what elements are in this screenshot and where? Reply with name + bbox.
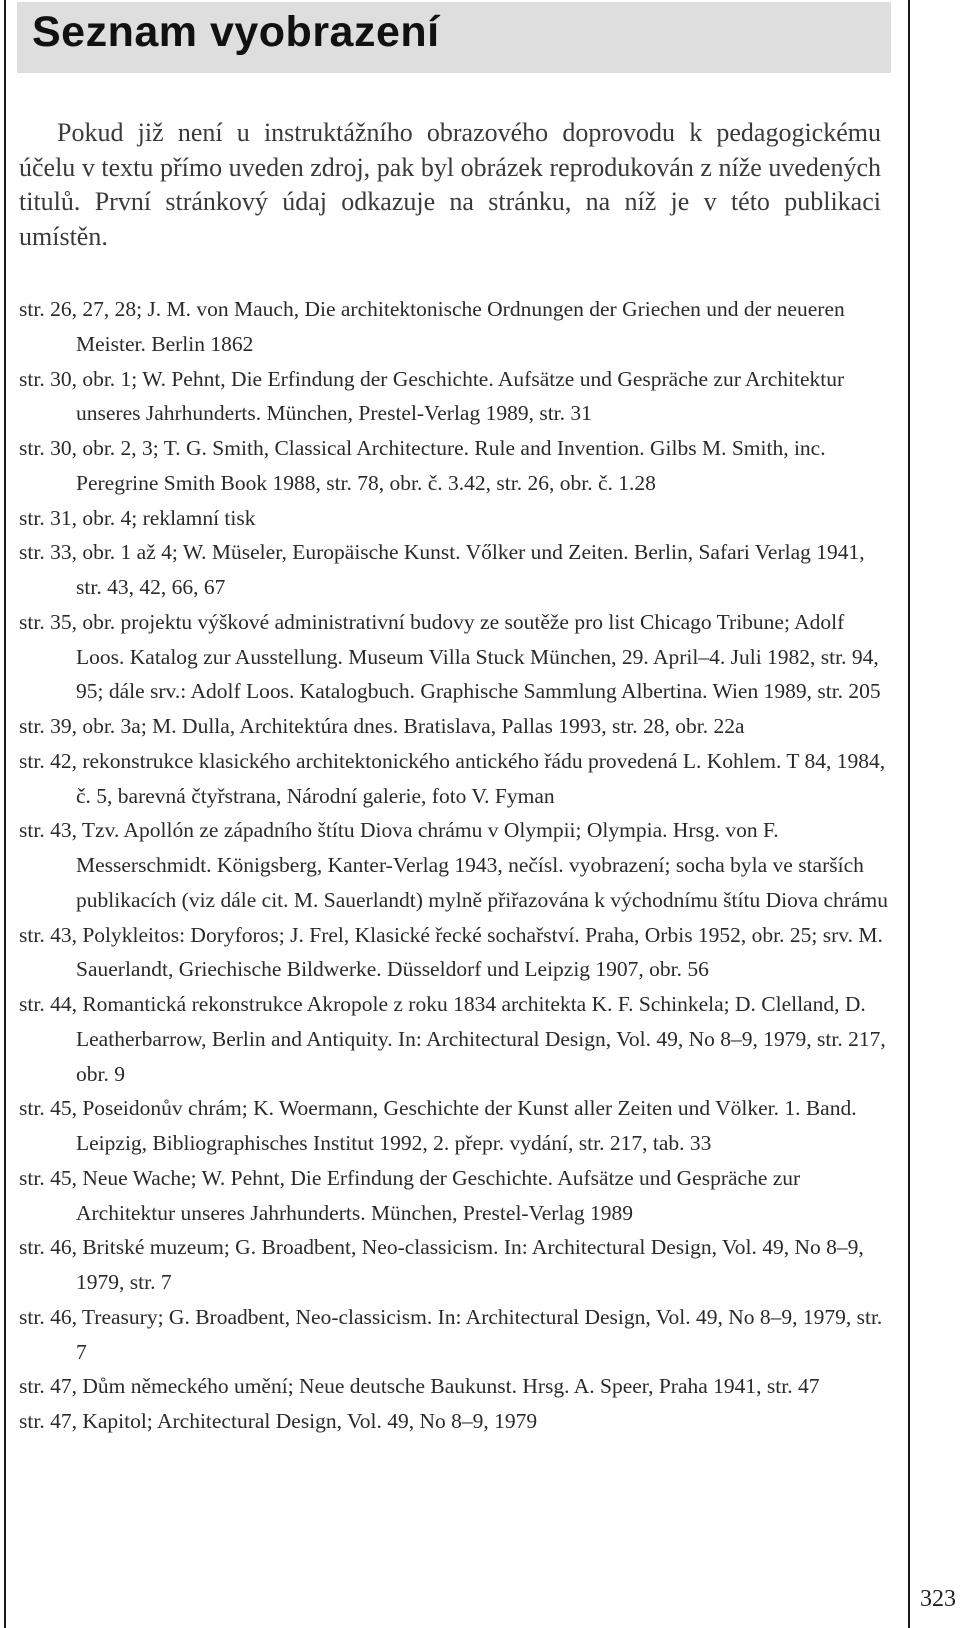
list-item: str. 39, obr. 3a; M. Dulla, Architektúra dnes. Bratislava, Pallas 1993, str. 28, obr. 22a: [19, 714, 745, 738]
left-page-rule: [4, 0, 6, 1628]
list-item: str. 47, Dům německého umění; Neue deutsche Baukunst. Hrsg. A. Speer, Praha 1941, str. 47: [19, 1374, 820, 1399]
page-number: 323: [920, 1586, 956, 1612]
list-item: str. 47, Kapitol; Architectural Design, Vol. 49, No 8–9, 1979: [19, 1409, 538, 1433]
intro-paragraph: Pokud již není u instruktážního obrazového doprovodu k pedagogickému účelu v textu přímo uveden zdroj, pak byl obrázek reprodukován z níže uvedených titulů. První stránkový údaj odkazuje na stránku, na níž je v této publikaci umístěn.: [19, 118, 881, 251]
list-item: str. 42, rekonstrukce klasického architektonického antického řádu provedená L. Kohlem. T 84, 1984, č. 5, barevná čtyřstrana, Národní galerie, foto V. Fyman: [19, 748, 886, 808]
list-item: str. 45, Poseidonův chrám; K. Woermann, Geschichte der Kunst aller Zeiten und Völker. 1. Band. Leipzig, Bibliographisches Institut 1992, 2. přepr. vydání, str. 217, tab. 33: [19, 1096, 857, 1155]
list-item: str. 30, obr. 2, 3; T. G. Smith, Classical Architecture. Rule and Invention. Gilbs M. Smith, inc. Peregrine Smith Book 1988, str. 78, obr. č. 3.42, str. 26, obr. č. 1.28: [19, 436, 826, 495]
right-margin-rule: [908, 0, 910, 1628]
list-item: str. 30, obr. 1; W. Pehnt, Die Erfindung der Geschichte. Aufsätze und Gespräche zur Architektur unseres Jahrhunderts. München, Prestel-Verlag 1989, str. 31: [19, 366, 845, 426]
list-item: str. 35, obr. projektu výškové administrativní budovy ze soutěže pro list Chicago Tribune; Adolf Loos. Katalog zur Ausstellung. Museum Villa Stuck München, 29. April–4. Juli 1982, str. 94, 95; dále srv.: Adolf Loos. Katalogbuch. Graphische Sammlung Albertina. Wien 1989, str. 205: [19, 609, 881, 704]
list-item: str. 43, Polykleitos: Doryforos; J. Frel, Klasické řecké sochařství. Praha, Orbis 1952, obr. 25; srv. M. Sauerlandt, Griechische Bildwerke. Düsseldorf und Leipzig 1907, obr. 56: [19, 922, 883, 982]
list-item: str. 43, Tzv. Apollón ze západního štítu Diova chrámu v Olympii; Olympia. Hrsg. von F. Messerschmidt. Königsberg, Kanter-Verlag 1943, nečísl. vyobrazení; socha byla ve starších publikacích (viz dále cit. M. Sauerlandt) mylně přiřazována k východnímu štítu Diova chrámu: [19, 818, 888, 912]
list-item: str. 46, Britské muzeum; G. Broadbent, Neo-classicism. In: Architectural Design, Vol. 49, No 8–9, 1979, str. 7: [19, 1235, 864, 1294]
page-title: Seznam vyobrazení: [32, 8, 440, 56]
list-item: str. 46, Treasury; G. Broadbent, Neo-classicism. In: Architectural Design, Vol. 49, No 8–9, 1979, str. 7: [19, 1304, 883, 1364]
figure-source-list: [19, 292, 889, 1439]
heading-bar: [17, 2, 891, 73]
list-item: str. 26, 27, 28; J. M. von Mauch, Die architektonische Ordnungen der Griechen und der neueren Meister. Berlin 1862: [19, 297, 845, 356]
list-item: str. 45, Neue Wache; W. Pehnt, Die Erfindung der Geschichte. Aufsätze und Gespräche zur Architektur unseres Jahrhunderts. München, Prestel-Verlag 1989: [19, 1165, 801, 1225]
list-item: str. 44, Romantická rekonstrukce Akropole z roku 1834 architekta K. F. Schinkela; D. Clelland, D. Leatherbarrow, Berlin and Antiquity. In: Architectural Design, Vol. 49, No 8–9, 1979, str. 217, obr. 9: [19, 992, 886, 1086]
list-item: str. 31, obr. 4; reklamní tisk: [19, 505, 256, 530]
list-item: str. 33, obr. 1 až 4; W. Müseler, Europäische Kunst. Vőlker und Zeiten. Berlin, Safari Verlag 1941, str. 43, 42, 66, 67: [19, 540, 865, 599]
